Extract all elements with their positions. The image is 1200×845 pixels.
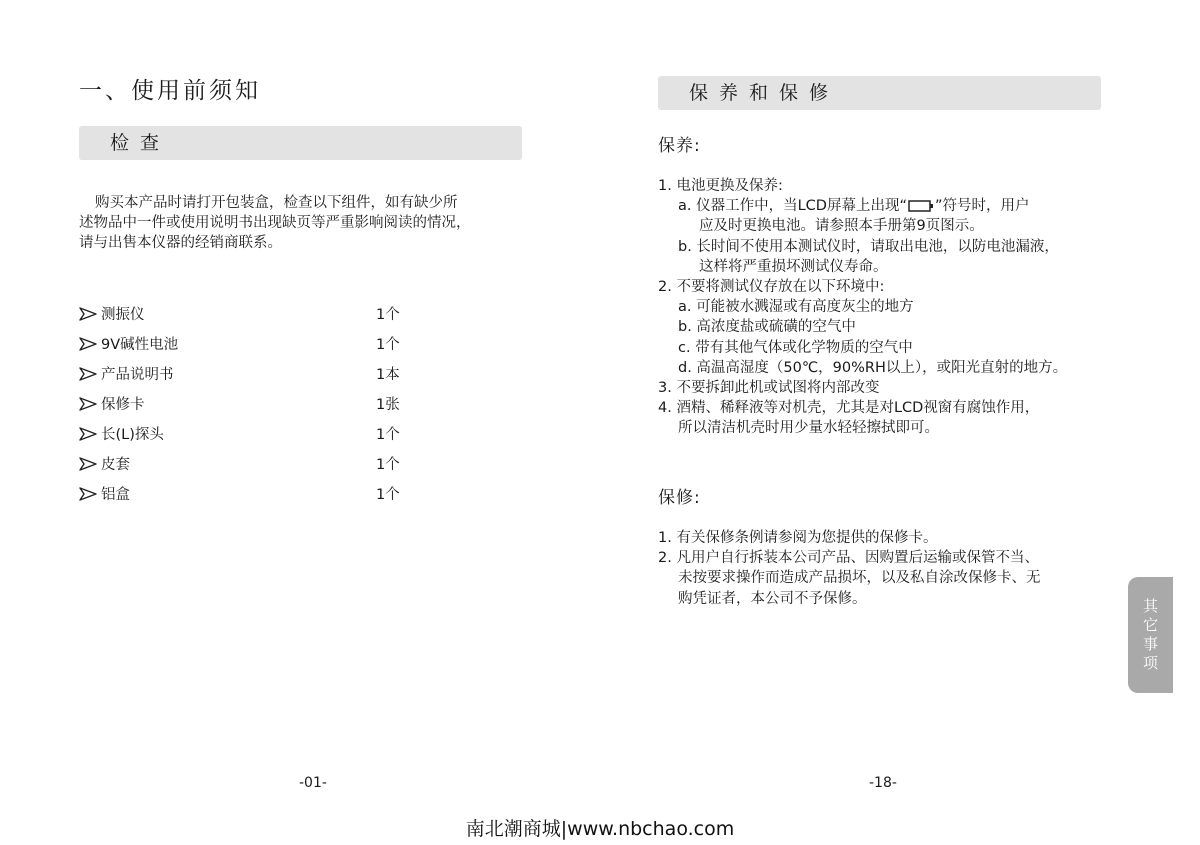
warranty-line: 1. 有关保修条例请参阅为您提供的保修卡。 <box>658 530 938 546</box>
warranty-line: 未按要求操作而造成产品损坏，以及私自涂改保修卡、无 <box>678 570 1041 587</box>
intro-paragraph <box>79 193 549 253</box>
intro-line: 述物品中一件或使用说明书出现缺页等严重影响阅读的情况， <box>79 215 471 231</box>
instruction-line: b. 高浓度盐或硫磺的空气中 <box>678 319 856 336</box>
section-header-check: 检查 <box>79 126 522 160</box>
page-number-right: -18- <box>869 775 897 791</box>
arrow-bullet-icon <box>79 427 97 441</box>
item-name: 铝盒 <box>101 487 130 503</box>
item-name: 皮套 <box>101 457 130 473</box>
item-quantity: 1个 <box>376 487 400 503</box>
section-header-care: 保养和保修 <box>658 76 1101 110</box>
warranty-terms <box>658 528 1138 609</box>
instruction-text: a. 仪器工作中，当LCD屏幕上出现“ <box>678 198 907 215</box>
page-number-left: -01- <box>299 775 327 791</box>
item-name: 9V碱性电池 <box>101 337 179 353</box>
item-name: 长(L)探头 <box>101 427 164 443</box>
battery-icon <box>908 200 934 212</box>
list-item <box>79 483 419 513</box>
instruction-line: b. 长时间不使用本测试仪时，请取出电池，以防电池漏液， <box>678 238 1059 255</box>
page-title: 一、使用前须知 <box>79 78 261 104</box>
list-item <box>79 393 419 423</box>
intro-line: 购买本产品时请打开包装盒，检查以下组件，如有缺少所 <box>95 195 458 211</box>
item-quantity: 1张 <box>376 397 400 413</box>
instruction-line: 1. 电池更换及保养: <box>658 178 783 194</box>
item-name: 产品说明书 <box>101 367 174 383</box>
item-quantity: 1个 <box>376 427 400 443</box>
instruction-line: a. 可能被水溅湿或有高度灰尘的地方 <box>678 299 914 316</box>
arrow-bullet-icon <box>79 337 97 351</box>
chapter-tab-char: 其 <box>1142 597 1158 615</box>
package-contents-list <box>79 303 419 513</box>
instruction-line: 4. 酒精、稀释液等对机壳，尤其是对LCD视窗有腐蚀作用， <box>658 400 1040 417</box>
arrow-bullet-icon <box>79 457 97 471</box>
warranty-line: 2. 凡用户自行拆装本公司产品、因购置后运输或保管不当、 <box>658 550 1039 567</box>
list-item <box>79 363 419 393</box>
item-quantity: 1个 <box>376 307 400 323</box>
instruction-line: c. 带有其他气体或化学物质的空气中 <box>678 339 913 356</box>
instruction-line <box>658 196 1138 216</box>
chapter-tab <box>1128 577 1173 693</box>
arrow-bullet-icon <box>79 487 97 501</box>
chapter-tab-char: 项 <box>1142 654 1158 672</box>
instruction-line: 3. 不要拆卸此机或试图将内部改变 <box>658 379 880 396</box>
instruction-line: 应及时更换电池。请参照本手册第9页图示。 <box>699 218 984 235</box>
chapter-tab-char: 它 <box>1142 616 1158 634</box>
intro-line: 请与出售本仪器的经销商联系。 <box>79 235 282 251</box>
item-quantity: 1个 <box>376 337 400 353</box>
list-item <box>79 303 419 333</box>
warranty-line: 购凭证者，本公司不予保修。 <box>678 590 867 607</box>
watermark-footer: 南北潮商城|www.nbchao.com <box>465 818 735 840</box>
arrow-bullet-icon <box>79 307 97 321</box>
item-quantity: 1个 <box>376 457 400 473</box>
instruction-line: 所以清洁机壳时用少量水轻轻擦拭即可。 <box>678 420 939 437</box>
care-heading: 保养: <box>658 136 701 156</box>
instruction-text: ”符号时，用户 <box>934 198 1030 215</box>
instruction-line: d. 高温高湿度（50℃，90%RH以上），或阳光直射的地方。 <box>678 359 1068 376</box>
repair-heading: 保修: <box>658 488 701 508</box>
list-item <box>79 453 419 483</box>
item-quantity: 1本 <box>376 367 400 383</box>
item-name: 测振仪 <box>101 307 145 323</box>
arrow-bullet-icon <box>79 397 97 411</box>
instruction-line: 2. 不要将测试仪存放在以下环境中: <box>658 278 885 295</box>
care-instructions <box>658 176 1138 438</box>
list-item <box>79 423 419 453</box>
instruction-line: 这样将严重损坏测试仪寿命。 <box>699 258 888 275</box>
arrow-bullet-icon <box>79 367 97 381</box>
chapter-tab-char: 事 <box>1142 635 1158 653</box>
list-item <box>79 333 419 363</box>
item-name: 保修卡 <box>101 397 145 413</box>
